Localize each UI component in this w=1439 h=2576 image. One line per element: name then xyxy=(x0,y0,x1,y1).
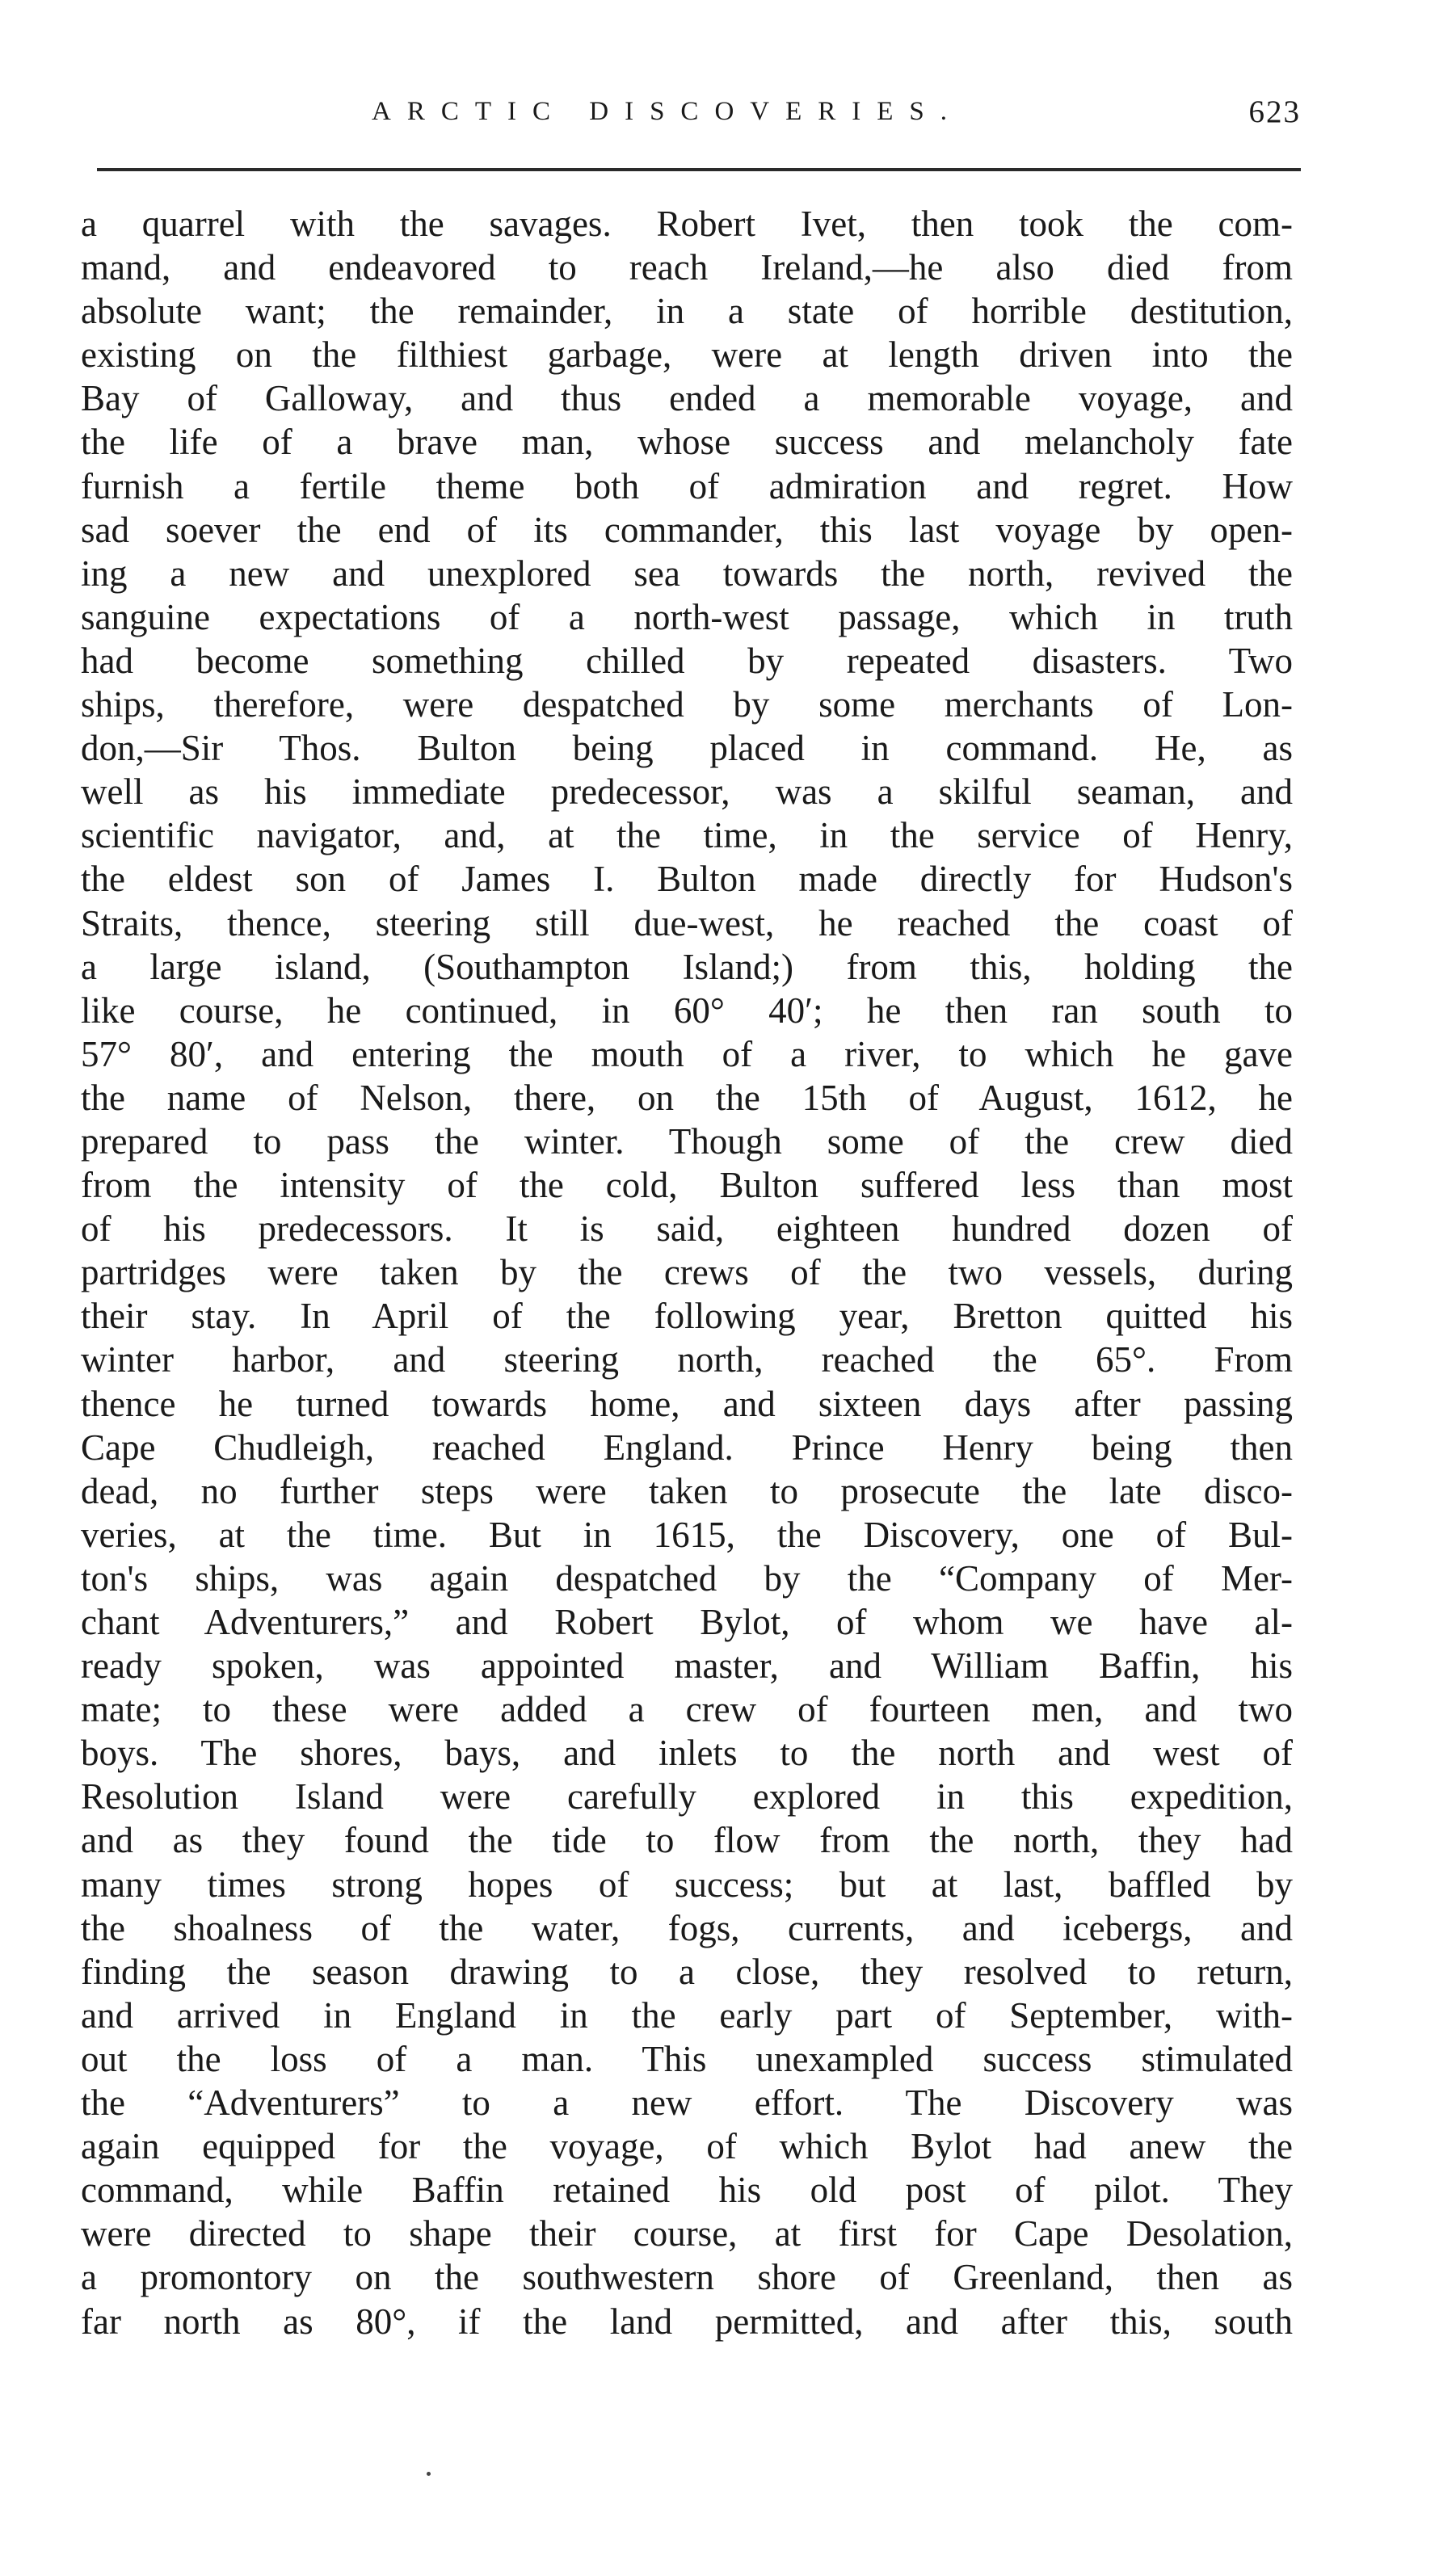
text-line: out the loss of a man. This unexampled success stimulated xyxy=(81,2038,1293,2079)
text-line: far north as 80°, if the land permitted, and after this, south xyxy=(81,2301,1293,2342)
body-text xyxy=(81,202,1293,2343)
text-line: Straits, thence, steering still due-west, he reached the coast of xyxy=(81,902,1293,943)
text-line: were directed to shape their course, at first for Cape Desolation, xyxy=(81,2213,1293,2255)
text-line: ships, therefore, were despatched by some merchants of Lon- xyxy=(81,684,1293,725)
text-line: chant Adventurers,” and Robert Bylot, of whom we have al- xyxy=(81,1602,1293,1642)
text-line: ton's ships, was again despatched by the “Company of Mer- xyxy=(81,1557,1293,1599)
text-line: absolute want; the remainder, in a state of horrible destitution, xyxy=(81,291,1293,332)
text-line: the shoalness of the water, fogs, currents, and icebergs, and xyxy=(81,1907,1293,1948)
text-line: from the intensity of the cold, Bulton suffered less than most xyxy=(81,1165,1293,1206)
text-line: existing on the filthiest garbage, were at length driven into the xyxy=(81,334,1293,376)
text-line: the name of Nelson, there, on the 15th of August, 1612, he xyxy=(81,1077,1293,1118)
text-line: of his predecessors. It is said, eighteen hundred dozen of xyxy=(81,1208,1293,1250)
text-line: well as his immediate predecessor, was a skilful seaman, and xyxy=(81,771,1293,813)
text-line: Bay of Galloway, and thus ended a memorable voyage, and xyxy=(81,378,1293,419)
text-line: command, while Baffin retained his old post of pilot. They xyxy=(81,2170,1293,2211)
text-line: partridges were taken by the crews of the two vessels, during xyxy=(81,1252,1293,1293)
text-line: the eldest son of James I. Bulton made directly for Hudson's xyxy=(81,859,1293,900)
text-line: a promontory on the southwestern shore of Greenland, then as xyxy=(81,2257,1293,2298)
text-line: a large island, (Southampton Island;) from this, holding the xyxy=(81,946,1293,987)
text-line: Resolution Island were carefully explored in this expedition, xyxy=(81,1776,1293,1817)
text-line: 57° 80′, and entering the mouth of a river, to which he gave xyxy=(81,1033,1293,1074)
text-line: like course, he continued, in 60° 40′; he then ran south to xyxy=(81,990,1293,1031)
text-line: many times strong hopes of success; but at last, baffled by xyxy=(81,1864,1293,1905)
text-line: furnish a fertile theme both of admiration and regret. How xyxy=(81,465,1293,506)
stray-mark xyxy=(427,2472,431,2476)
text-line: the “Adventurers” to a new effort. The Discovery was xyxy=(81,2082,1293,2124)
text-line: and arrived in England in the early part of September, with- xyxy=(81,1994,1293,2036)
text-line: mate; to these were added a crew of fourteen men, and two xyxy=(81,1689,1293,1730)
text-line: veries, at the time. But in 1615, the Discovery, one of Bul- xyxy=(81,1514,1293,1555)
page-number: 623 xyxy=(1248,95,1301,129)
text-line: and as they found the tide to flow from the north, they had xyxy=(81,1820,1293,1861)
text-line: thence he turned towards home, and sixteen days after passing xyxy=(81,1383,1293,1424)
text-line: dead, no further steps were taken to prosecute the late disco- xyxy=(81,1470,1293,1511)
text-line: again equipped for the voyage, of which Bylot had anew the xyxy=(81,2126,1293,2167)
page-header xyxy=(89,97,1301,145)
text-line: finding the season drawing to a close, they resolved to return, xyxy=(81,1951,1293,1992)
text-line: ready spoken, was appointed master, and William Baffin, his xyxy=(81,1645,1293,1687)
text-line: sanguine expectations of a north-west passage, which in truth xyxy=(81,596,1293,637)
text-line: don,—Sir Thos. Bulton being placed in command. He, as xyxy=(81,728,1293,769)
text-line: boys. The shores, bays, and inlets to the north and west of xyxy=(81,1733,1293,1774)
text-line: prepared to pass the winter. Though some of the crew died xyxy=(81,1120,1293,1162)
text-line: mand, and endeavored to reach Ireland,—he also died from xyxy=(81,247,1293,288)
text-line: had become something chilled by repeated disasters. Two xyxy=(81,640,1293,681)
text-line: scientific navigator, and, at the time, in the service of Henry, xyxy=(81,815,1293,856)
text-line: Cape Chudleigh, reached England. Prince Henry being then xyxy=(81,1427,1293,1468)
text-line: the life of a brave man, whose success and melancholy fate xyxy=(81,422,1293,463)
text-line: ing a new and unexplored sea towards the north, revived the xyxy=(81,553,1293,594)
text-line: sad soever the end of its commander, this last voyage by open- xyxy=(81,509,1293,550)
text-line: winter harbor, and steering north, reached the 65°. From xyxy=(81,1339,1293,1380)
text-line: a quarrel with the savages. Robert Ivet, then took the com- xyxy=(81,204,1293,244)
running-head: ARCTIC DISCOVERIES. xyxy=(372,97,964,126)
header-rule xyxy=(97,168,1301,171)
text-line: their stay. In April of the following year, Bretton quitted his xyxy=(81,1296,1293,1337)
